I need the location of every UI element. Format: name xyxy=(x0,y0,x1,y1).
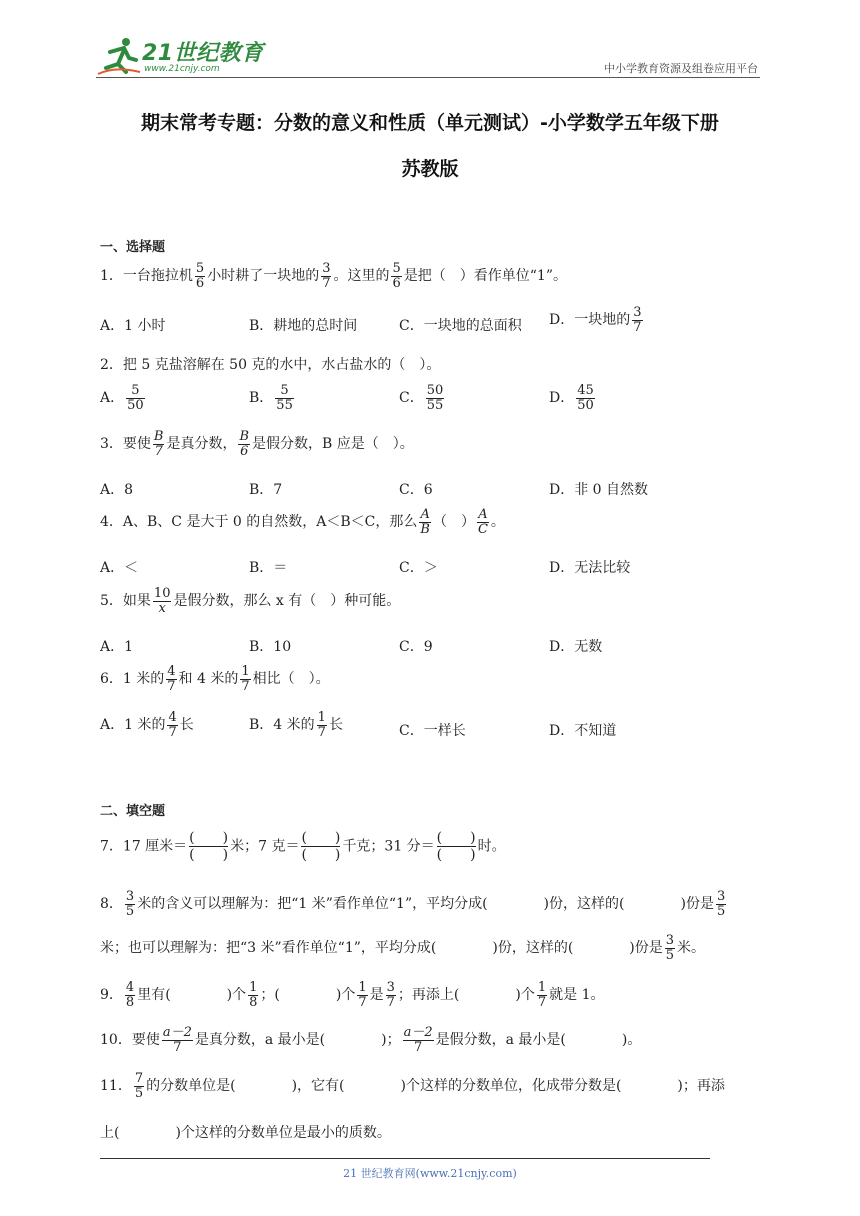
fraction: $\frac{1}{8}$ xyxy=(249,980,258,1010)
q4-option-b[interactable]: B．＝ xyxy=(249,560,288,576)
fraction: $\frac{5}{6}$ xyxy=(392,261,401,291)
fraction: $\frac{a-2}{7}$ xyxy=(403,1025,433,1055)
fraction-blank[interactable]: $\frac{( )}{( )}$ xyxy=(436,830,476,864)
fraction-blank[interactable]: $\frac{( )}{( )}$ xyxy=(301,830,341,864)
fraction: $\frac{a-2}{7}$ xyxy=(162,1025,192,1055)
footer-text[interactable]: 21 世纪教育网(www.21cnjy.com) xyxy=(343,1167,517,1180)
fraction: $\frac{1}{7}$ xyxy=(317,710,326,740)
logo-text: 21世纪教育 xyxy=(142,41,264,66)
fraction: $\frac{3}{5}$ xyxy=(716,889,726,919)
q2-option-a[interactable]: A． $\frac{5}{50}$ xyxy=(100,383,144,413)
question-5: 5．如果 $\frac{10}{x}$ 是假分数，那么 x 有（ ）种可能。 xyxy=(100,586,401,616)
fraction: $\frac{45}{50}$ xyxy=(577,383,594,413)
fraction: $\frac{3}{5}$ xyxy=(125,889,135,919)
q6-option-d[interactable]: D．不知道 xyxy=(549,723,617,739)
q3-option-a[interactable]: A．8 xyxy=(100,482,134,498)
logo-url: www.21cnjy.com xyxy=(144,64,220,74)
question-3: 3．要使 $\frac{B}{7}$ 是真分数， $\frac{B}{6}$ 是假分数，B 应是（ ）。 xyxy=(100,429,414,459)
question-7: 7．17 厘米＝ $\frac{( )}{( )}$ 米；7 克＝ $\frac{( )}{( )}$ 千克；31 分＝ $\frac{( )}{( )}$ 时。 xyxy=(100,830,506,864)
fraction: $\frac{3}{5}$ xyxy=(665,933,675,963)
q1-option-d[interactable]: D．一块地的 $\frac{3}{7}$ xyxy=(549,305,642,335)
fraction: $\frac{5}{50}$ xyxy=(127,383,144,413)
question-9: 9． $\frac{4}{8}$ 里有( )个 $\frac{1}{8}$ ；( )个 $\frac{1}{7}$ 是 $\frac{3}{7}$ ；再添上( )个 $\frac{1}{7}$ 就是 1。 xyxy=(100,980,605,1010)
q3-option-c[interactable]: C．6 xyxy=(399,482,433,498)
q1-option-c[interactable]: C．一块地的总面积 xyxy=(399,318,522,334)
runner-logo-icon xyxy=(96,36,142,78)
fraction: $\frac{7}{5}$ xyxy=(134,1071,144,1101)
q6-option-b[interactable]: B．4 米的 $\frac{1}{7}$ 长 xyxy=(249,710,343,740)
fraction: $\frac{5}{55}$ xyxy=(276,383,293,413)
page-subtitle: 苏教版 xyxy=(401,158,459,180)
q4-option-c[interactable]: C．＞ xyxy=(399,560,438,576)
question-4: 4．A、B、C 是大于 0 的自然数，A＜B＜C，那么 $\frac{A}{B}$ （ ） $\frac{A}{C}$ 。 xyxy=(100,507,505,537)
q5-option-b[interactable]: B．10 xyxy=(249,639,292,655)
question-6: 6．1 米的 $\frac{4}{7}$ 和 4 米的 $\frac{1}{7}$ 相比（ ）。 xyxy=(100,664,330,694)
fraction: $\frac{A}{B}$ xyxy=(420,507,430,537)
fraction: $\frac{3}{7}$ xyxy=(322,261,331,291)
q6-option-c[interactable]: C．一样长 xyxy=(399,723,466,739)
fraction: $\frac{B}{7}$ xyxy=(153,429,164,459)
q5-option-a[interactable]: A．1 xyxy=(100,639,134,655)
q6-option-a[interactable]: A．1 米的 $\frac{4}{7}$ 长 xyxy=(100,710,194,740)
q3-option-b[interactable]: B．7 xyxy=(249,482,283,498)
question-11-line-1: 11． $\frac{7}{5}$ 的分数单位是( )，它有( )个这样的分数单位，化成带分数是( )；再添 xyxy=(100,1071,725,1101)
fraction: $\frac{4}{7}$ xyxy=(167,664,176,694)
q1-option-a[interactable]: A．1 小时 xyxy=(100,318,166,334)
fraction: $\frac{5}{6}$ xyxy=(195,261,205,291)
fraction: $\frac{50}{55}$ xyxy=(426,383,444,413)
footer-divider xyxy=(100,1158,710,1159)
fraction: $\frac{B}{6}$ xyxy=(239,429,250,459)
section-fill-title: 二、填空题 xyxy=(100,804,166,819)
q2-option-b[interactable]: B． $\frac{5}{55}$ xyxy=(249,383,293,413)
fraction: $\frac{4}{7}$ xyxy=(168,710,177,740)
q4-option-d[interactable]: D．无法比较 xyxy=(549,560,631,576)
q5-option-c[interactable]: C．9 xyxy=(399,639,433,655)
question-11-line-2: 上( )个这样的分数单位是最小的质数。 xyxy=(100,1125,391,1141)
fraction: $\frac{1}{7}$ xyxy=(537,980,547,1010)
fraction: $\frac{3}{7}$ xyxy=(386,980,395,1010)
question-2: 2．把 5 克盐溶解在 50 克的水中，水占盐水的（ ）。 xyxy=(100,357,441,373)
fraction: $\frac{10}{x}$ xyxy=(153,586,171,616)
fraction: $\frac{1}{7}$ xyxy=(241,664,250,694)
page-title: 期末常考专题：分数的意义和性质（单元测试）-小学数学五年级下册 xyxy=(141,112,719,134)
page-header xyxy=(96,34,760,80)
logo xyxy=(96,34,266,78)
header-platform-text: 中小学教育资源及组卷应用平台 xyxy=(604,62,758,75)
q2-option-d[interactable]: D． $\frac{45}{50}$ xyxy=(549,383,594,413)
fraction: $\frac{1}{7}$ xyxy=(358,980,367,1010)
q4-option-a[interactable]: A．＜ xyxy=(100,560,139,576)
q5-option-d[interactable]: D．无数 xyxy=(549,639,603,655)
question-8-line-1: 8． $\frac{3}{5}$ 米的含义可以理解为：把“1 米”看作单位“1”，平均分成( )份，这样的( )份是 $\frac{3}{5}$ xyxy=(100,889,726,919)
fraction: $\frac{A}{C}$ xyxy=(477,507,488,537)
header-divider xyxy=(96,77,760,78)
fraction: $\frac{4}{8}$ xyxy=(125,980,135,1010)
fraction-blank[interactable]: $\frac{( )}{( )}$ xyxy=(189,830,229,864)
question-1: 1．一台拖拉机 $\frac{5}{6}$ 小时耕了一块地的 $\frac{3}{7}$ 。这里的 $\frac{5}{6}$ 是把（ ）看作单位“1”。 xyxy=(100,261,567,291)
q3-option-d[interactable]: D．非 0 自然数 xyxy=(549,482,649,498)
q2-option-c[interactable]: C． $\frac{50}{55}$ xyxy=(399,383,444,413)
question-8-line-2: 米；也可以理解为：把“3 米”看作单位“1”，平均分成( )份，这样的( )份是 $\frac{3}{5}$ 米。 xyxy=(100,933,706,963)
fraction: $\frac{3}{7}$ xyxy=(633,305,642,335)
question-10: 10．要使 $\frac{a-2}{7}$ 是真分数，a 最小是( )； $\frac{a-2}{7}$ 是假分数，a 最小是( )。 xyxy=(100,1025,642,1055)
section-choice-title: 一、选择题 xyxy=(100,240,166,255)
q1-option-b[interactable]: B．耕地的总时间 xyxy=(249,318,358,334)
